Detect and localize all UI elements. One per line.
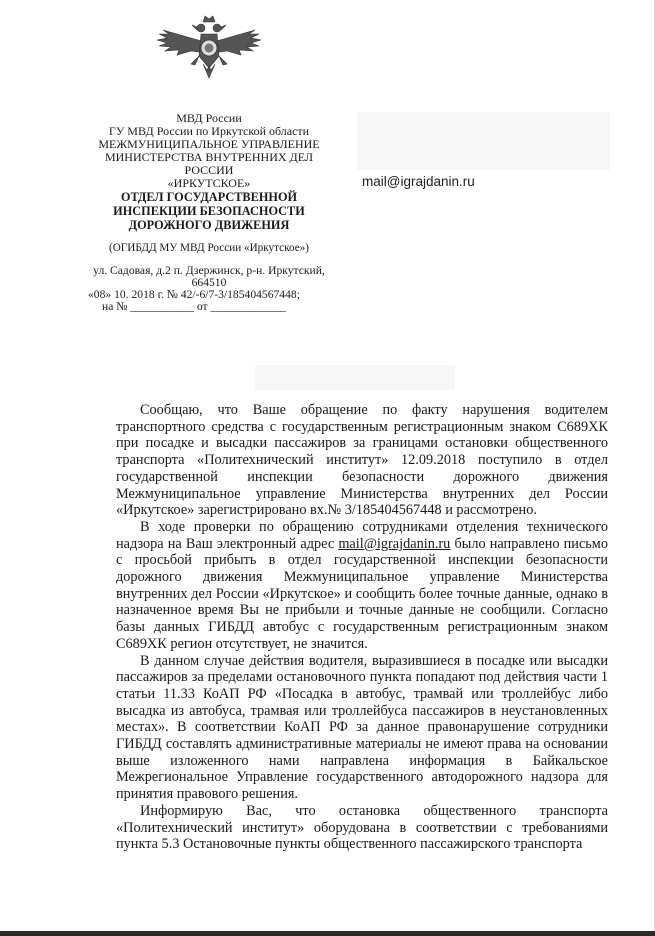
body-text-fragment: В ходе проверки по обращению сотрудниками отделения технического надзора на Ваш электронный адрес [116,518,608,552]
page-edge [0,931,655,936]
header-line: МИНИСТЕРСТВА ВНУТРЕННИХ ДЕЛ [104,150,314,164]
email-link[interactable]: mail@igrajdanin.ru [338,535,451,552]
header-line: МВД России [176,111,242,125]
header-line: ГУ МВД России по Иркутской области [108,124,310,138]
document-date-number: «08» 10. 2018 г. № 42/-6/7-3/185404567448; [88,288,300,301]
header-line: МЕЖМУНИЦИПАЛЬНОЕ УПРАВЛЕНИЕ [98,137,320,151]
letter-body [116,402,608,853]
police-emblem-icon [155,12,263,84]
redacted-recipient-name [357,112,610,170]
department-abbreviation: (ОГИБДД МУ МВД России «Иркутское») [108,242,309,254]
recipient-email: mail@igrajdanin.ru [362,174,475,189]
body-paragraph [116,519,608,653]
address-postcode: 664510 [191,276,227,289]
body-paragraph: Сообщаю, что Ваше обращение по факту нарушения водителем транспортного средства с государственным регистрационным знаком С689ХК при посадке и высадки пассажиров за границами остановки общественного транспорта «Политехнический институт» 12.09.2018 поступило в отдел государственной инспекции безопасности дорожного движения Межмуниципальное управление Министерства внутренних дел России «Иркутское» зарегистрировано вх.№ 3/185404567448 и рассмотрено. [116,402,608,519]
reply-reference: на № ___________ от _____________ [102,300,286,313]
department-title-line: ИНСПЕКЦИИ БЕЗОПАСНОСТИ [113,204,305,218]
address-line: ул. Садовая, д.2 п. Дзержинск, р-н. Иркутский, [93,264,325,277]
department-title-line: ДОРОЖНОГО ДВИЖЕНИЯ [128,218,290,232]
body-paragraph: Информирую Вас, что остановка общественного транспорта «Политехнический институт» оборудована в соответствии с требованиями пункта 5.3 Остановочные пункты общественного пассажирского транспорта [116,802,608,853]
body-text-fragment: было направлено письмо с просьбой прибыть в отдел государственной инспекции безопасности дорожного движения Межмуниципальное управление Министерства внутренних дел России «Иркутское» и сообщить более точные данные, однако в назначенное время Вы не прибыли и точные данные не сообщили. Согласно базы данных ГИБДД автобус с государственным регистрационным знаком С689ХК регион отсутствует, не значится. [116,535,608,652]
body-paragraph: В данном случае действия водителя, выразившиеся в посадке или высадки пассажиров за пределами остановочного пункта попадают под действия части 1 статьи 11.33 КоАП РФ «Посадка в автобус, трамвай или троллейбус либо высадка из автобуса, трамвая или троллейбуса пассажиров в неустановленных местах». В соответствии КоАП РФ за данное правонарушение сотрудники ГИБДД составлять административные материалы не имеют права на основании выше изложенного нами направлена информация в Байкальское Межрегиональное Управление государственного автодорожного надзора для принятия правового решения. [116,652,608,803]
sender-header [78,112,340,313]
header-line: «ИРКУТСКОЕ» [167,176,251,190]
redacted-salutation [255,365,455,390]
header-line: РОССИИ [184,163,234,177]
department-title-line: ОТДЕЛ ГОСУДАРСТВЕННОЙ [120,190,298,204]
